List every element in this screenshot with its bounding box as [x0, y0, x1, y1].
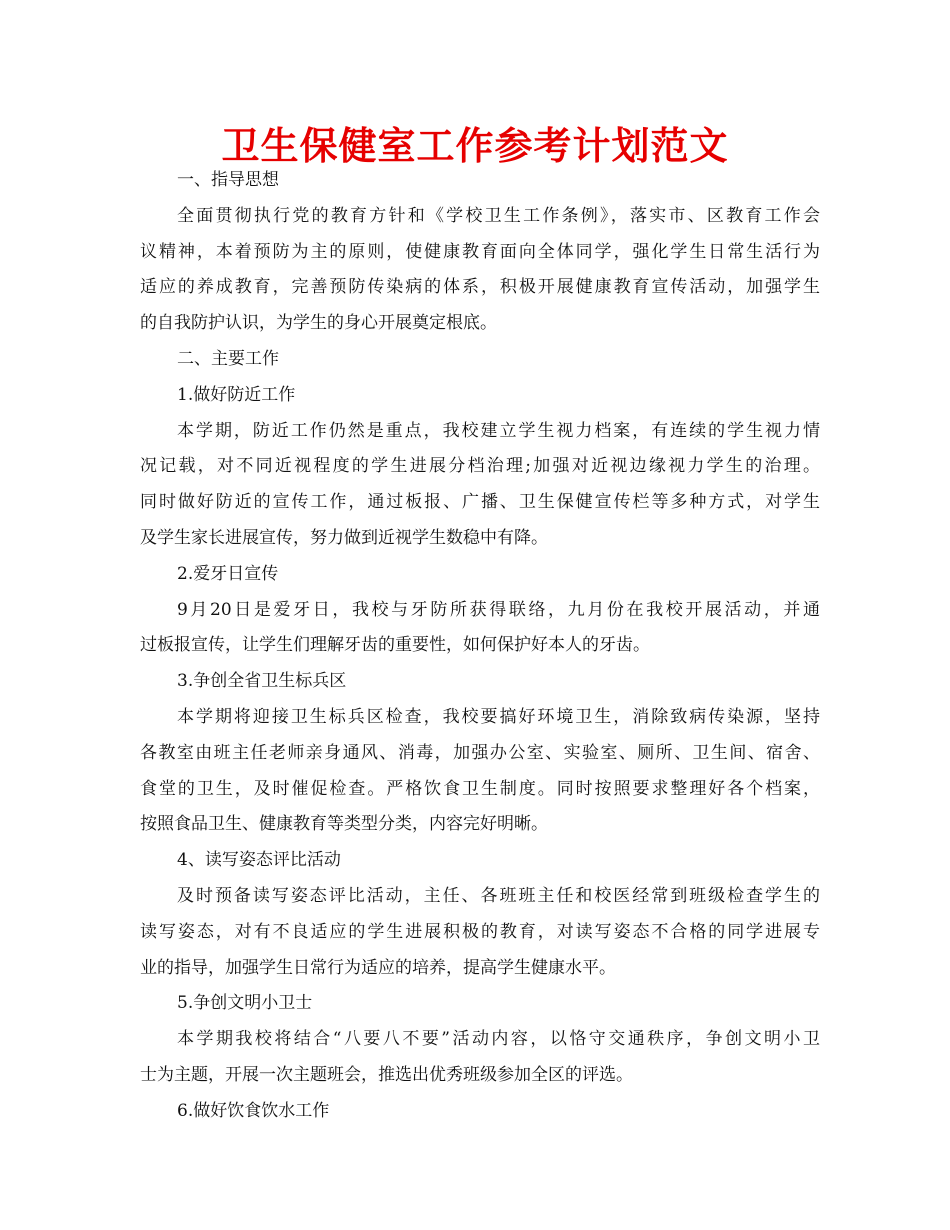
paragraph-line: 同时做好防近的宣传工作，通过板报、广播、卫生保健宣传栏等多种方式，对学生 [140, 492, 820, 513]
document-title: 卫生保健室工作参考计划范文 [221, 124, 729, 168]
subheading-civilized-guard: 5.争创文明小卫士 [177, 993, 313, 1014]
paragraph-line: 各教室由班主任老师亲身通风、消毒，加强办公室、实验室、厕所、卫生间、宿舍、 [140, 742, 820, 763]
document-body [140, 163, 820, 1130]
subheading-reading-posture: 4、读写姿态评比活动 [177, 850, 341, 871]
paragraph-line: 9月20日是爱牙日，我校与牙防所获得联络，九月份在我校开展活动，并通 [177, 599, 820, 620]
section-heading-main-work: 二、主要工作 [177, 348, 279, 369]
subheading-myopia-prevention: 1.做好防近工作 [177, 384, 296, 405]
paragraph-line: 本学期，防近工作仍然是重点，我校建立学生视力档案，有连续的学生视力情 [177, 420, 820, 441]
paragraph-line: 及时预备读写姿态评比活动，主任、各班班主任和校医经常到班级检查学生的 [177, 885, 820, 906]
paragraph-line: 读写姿态，对有不良适应的学生进展积极的教育，对读写姿态不合格的同学进展专 [140, 921, 820, 942]
subheading-tooth-day: 2.爱牙日宣传 [177, 563, 279, 584]
paragraph-line: 及学生家长进展宣传，努力做到近视学生数稳中有降。 [140, 527, 548, 548]
paragraph-line: 食堂的卫生，及时催促检查。严格饮食卫生制度。同时按照要求整理好各个档案， [140, 778, 820, 799]
paragraph-line: 全面贯彻执行党的教育方针和《学校卫生工作条例》，落实市、区教育工作会 [177, 205, 820, 226]
paragraph-line: 过板报宣传，让学生们理解牙齿的重要性，如何保护好本人的牙齿。 [140, 635, 650, 656]
paragraph-line: 适应的养成教育，完善预防传染病的体系，积极开展健康教育宣传活动，加强学生 [140, 277, 820, 298]
paragraph-line: 的自我防护认识，为学生的身心开展奠定根底。 [140, 313, 497, 334]
paragraph-line: 况记载，对不同近视程度的学生进展分档治理;加强对近视边缘视力学生的治理。 [140, 456, 820, 477]
paragraph-line: 业的指导，加强学生日常行为适应的培养，提高学生健康水平。 [140, 957, 616, 978]
paragraph-line: 士为主题，开展一次主题班会，推选出优秀班级参加全区的评选。 [140, 1064, 633, 1085]
paragraph-line: 议精神，本着预防为主的原则，使健康教育面向全体同学，强化学生日常生活行为 [140, 241, 820, 262]
paragraph-line: 本学期将迎接卫生标兵区检查，我校要搞好环境卫生，消除致病传染源，坚持 [177, 706, 820, 727]
paragraph-line: 本学期我校将结合“八要八不要”活动内容，以恪守交通秩序，争创文明小卫 [177, 1029, 820, 1050]
paragraph-line: 按照食品卫生、健康教育等类型分类，内容完好明晰。 [140, 814, 548, 835]
section-heading-guiding-ideology: 一、指导思想 [177, 170, 279, 190]
subheading-hygiene-model-district: 3.争创全省卫生标兵区 [177, 671, 347, 692]
subheading-food-water: 6.做好饮食饮水工作 [177, 1100, 330, 1121]
